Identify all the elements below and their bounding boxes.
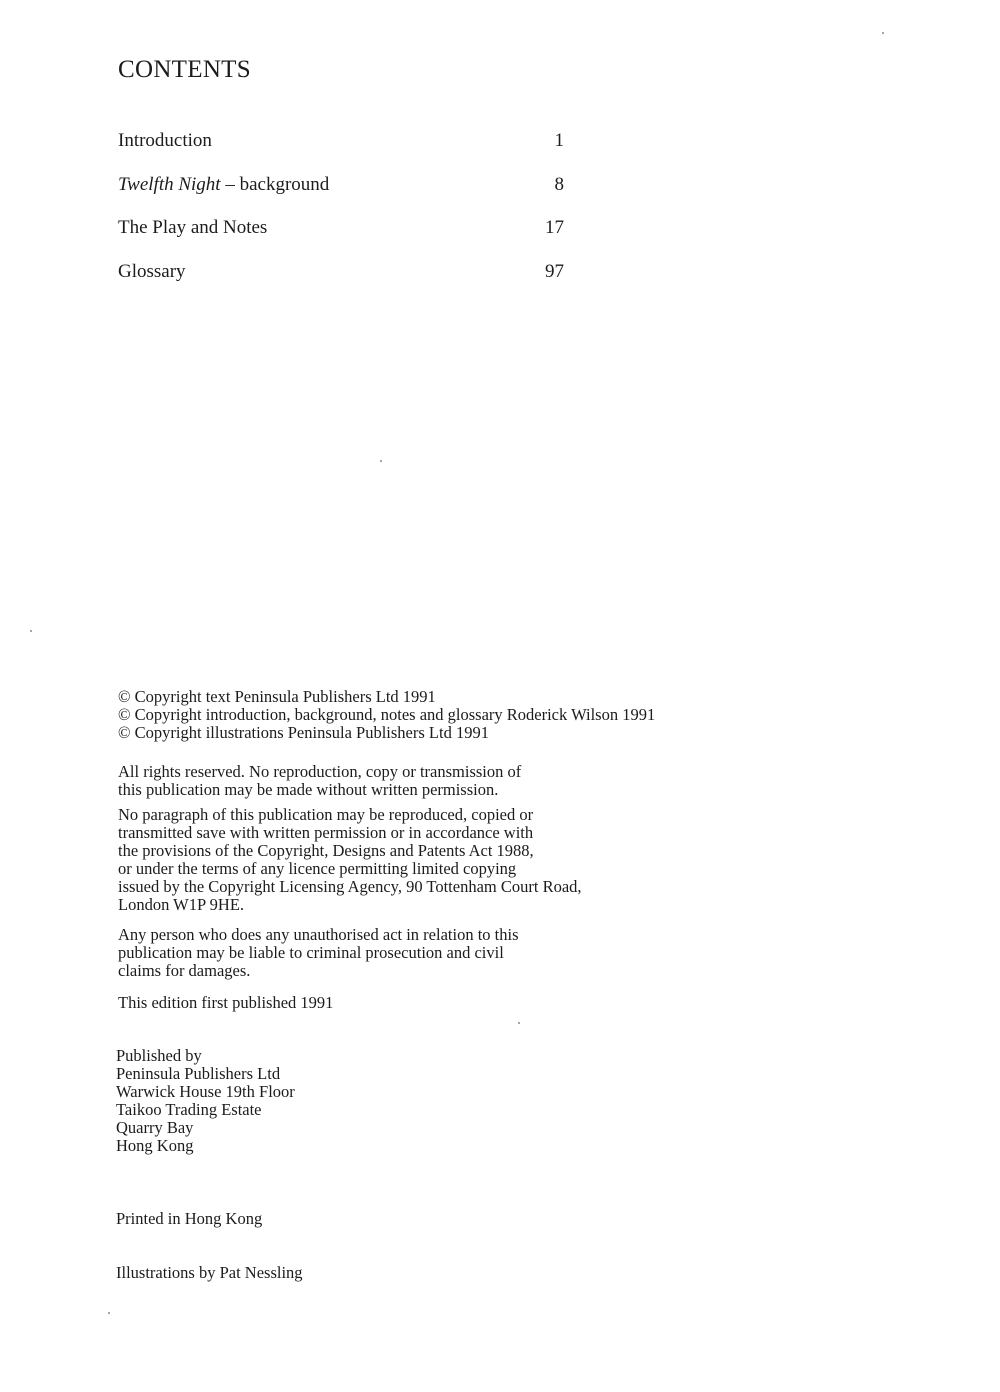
toc-entry-title-italic: Twelfth Night xyxy=(118,174,221,195)
toc-entry-title xyxy=(118,174,329,196)
toc-entry-background xyxy=(118,174,564,196)
edition-text: This edition first published 1991 xyxy=(118,993,334,1012)
toc-entry-page: 97 xyxy=(545,261,564,282)
toc-entry-introduction xyxy=(118,130,564,152)
paper-speck xyxy=(380,460,382,462)
liability-line: claims for damages. xyxy=(118,961,251,980)
toc-entry-title-rest: – background xyxy=(220,174,330,195)
publisher-line: Quarry Bay xyxy=(116,1118,194,1137)
reproduction-paragraph xyxy=(118,806,582,914)
printed-text: Printed in Hong Kong xyxy=(116,1209,263,1228)
illustrations-credit xyxy=(116,1264,303,1282)
toc-entry-page: 17 xyxy=(545,217,564,238)
toc-entry-title: Introduction xyxy=(118,130,212,151)
copyright-line: © Copyright introduction, background, notes and glossary Roderick Wilson 1991 xyxy=(118,705,656,724)
rights-reserved xyxy=(118,763,521,799)
publisher-line: Taikoo Trading Estate xyxy=(116,1100,262,1119)
publisher-line: Hong Kong xyxy=(116,1136,194,1155)
toc-entry-page: 8 xyxy=(554,174,564,195)
paper-speck xyxy=(882,32,884,34)
publisher-address xyxy=(116,1047,295,1155)
paragraph-line: issued by the Copyright Licensing Agency, 90 Tottenham Court Road, xyxy=(118,877,582,896)
publisher-line: Warwick House 19th Floor xyxy=(116,1082,295,1101)
publisher-line: Peninsula Publishers Ltd xyxy=(116,1064,281,1083)
toc-entry-glossary xyxy=(118,261,564,283)
rights-line: All rights reserved. No reproduction, copy or transmission of xyxy=(118,762,522,781)
toc-entry-page: 1 xyxy=(554,130,564,151)
rights-line: this publication may be made without written permission. xyxy=(118,780,499,799)
paragraph-line: No paragraph of this publication may be reproduced, copied or xyxy=(118,805,534,824)
paragraph-line: the provisions of the Copyright, Designs and Patents Act 1988, xyxy=(118,841,534,860)
paper-speck xyxy=(108,1312,110,1314)
illustrations-text: Illustrations by Pat Nessling xyxy=(116,1263,303,1282)
edition-note xyxy=(118,994,333,1012)
copyright-notices xyxy=(118,688,655,742)
paper-speck xyxy=(518,1022,520,1024)
toc-entry-play-and-notes xyxy=(118,217,564,239)
contents-heading: CONTENTS xyxy=(118,56,251,83)
copyright-line: © Copyright text Peninsula Publishers Ltd 1991 xyxy=(118,687,436,706)
paragraph-line: transmitted save with written permission or in accordance with xyxy=(118,823,534,842)
paragraph-line: or under the terms of any licence permitting limited copying xyxy=(118,859,517,878)
copyright-line: © Copyright illustrations Peninsula Publishers Ltd 1991 xyxy=(118,723,489,742)
paragraph-line: London W1P 9HE. xyxy=(118,895,245,914)
toc-entry-title: The Play and Notes xyxy=(118,217,268,238)
toc-entry-title: Glossary xyxy=(118,261,186,282)
publisher-line: Published by xyxy=(116,1046,202,1065)
printed-note xyxy=(116,1210,262,1228)
liability-paragraph xyxy=(118,926,519,980)
paper-speck xyxy=(30,630,32,632)
liability-line: publication may be liable to criminal prosecution and civil xyxy=(118,943,504,962)
liability-line: Any person who does any unauthorised act in relation to this xyxy=(118,925,519,944)
